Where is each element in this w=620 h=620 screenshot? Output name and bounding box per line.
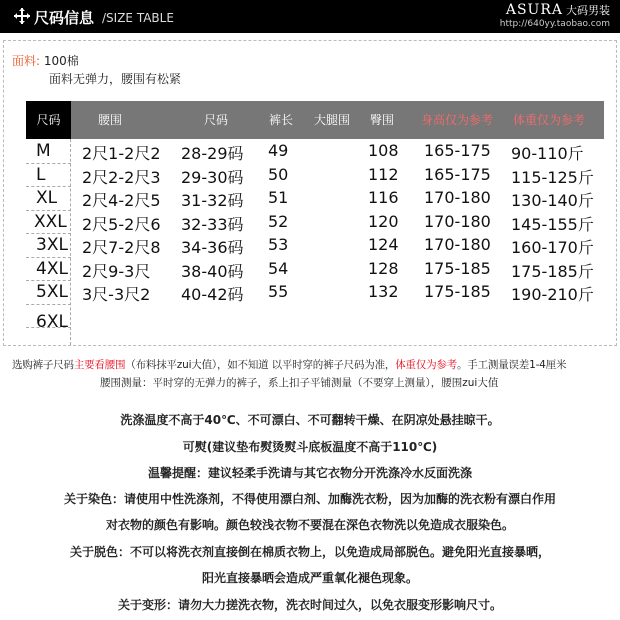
cell-size: XL [36, 188, 58, 208]
cell-length: 55 [268, 282, 289, 301]
cell-code: 40-42码 [181, 285, 244, 304]
care-line: 洗涤温度不高于40℃、不可漂白、不可翻转干燥、在阴凉处悬挂晾干。 [120, 413, 500, 427]
cell-hip: 124 [368, 235, 399, 254]
cell-waist: 2尺2-2尺3 [82, 167, 161, 187]
table-row [26, 233, 604, 257]
table-row [26, 210, 604, 234]
cell-waist: 2尺7-2尺8 [82, 238, 161, 257]
table-row [26, 163, 604, 187]
cell-height: 175-185 [424, 258, 491, 278]
table-row [26, 304, 604, 339]
table-row [26, 186, 604, 210]
cell-height: 165-175 [424, 141, 491, 160]
shop-url[interactable]: http://640yy.taobao.com [499, 19, 610, 29]
note-highlight: 主要看腰围 [73, 359, 126, 371]
header-bar [0, 0, 620, 33]
cell-hip: 132 [368, 282, 399, 301]
cell-weight: 145-155斤 [511, 214, 594, 234]
cell-length: 50 [268, 164, 289, 184]
care-line: 温馨提醒：建议轻柔手洗请与其它衣物分开洗涤冷水反面洗涤 [147, 466, 472, 480]
size-table [26, 101, 604, 339]
cell-size: 6XL [36, 311, 68, 332]
table-row [26, 257, 604, 281]
cell-weight: 175-185斤 [511, 261, 594, 281]
table-header [26, 101, 604, 139]
cell-code: 34-36码 [181, 238, 244, 257]
care-line: 可熨(建议垫布熨烫熨斗底板温度不高于110℃) [182, 440, 438, 454]
cell-waist: 2尺1-2尺2 [82, 144, 161, 163]
note-highlight: 体重仅为参考 [395, 359, 457, 371]
cell-waist: 2尺5-2尺6 [82, 214, 161, 234]
cell-code: 32-33码 [181, 214, 244, 234]
cell-code: 29-30码 [181, 167, 244, 187]
cell-hip: 128 [368, 258, 399, 278]
note-text: 选购裤子尺码 [12, 359, 74, 371]
cell-weight: 90-110斤 [511, 144, 584, 163]
material-line [12, 52, 79, 69]
cell-height: 170-180 [424, 188, 491, 207]
cell-length: 52 [268, 211, 289, 231]
header-thigh: 大腿围 [314, 113, 351, 127]
cell-length: 53 [268, 235, 289, 254]
cell-code: 38-40码 [181, 261, 244, 281]
cell-size: 4XL [36, 258, 68, 279]
cell-waist: 3尺-3尺2 [82, 285, 151, 304]
cell-size: L [36, 164, 46, 185]
cell-length: 51 [268, 188, 289, 207]
cell-weight: 130-140斤 [511, 191, 594, 210]
brand-name: ASURA [505, 2, 563, 18]
cell-hip: 116 [368, 188, 399, 207]
cell-size: XXL [34, 211, 67, 232]
cell-length: 49 [268, 141, 289, 160]
waist-measure-note: 腰围测量：平时穿的无弹力的裤子，系上扣子平铺测量（不要穿上测量），腰围zui大值 [100, 377, 499, 389]
note-text: 。手工测量误差1-4厘米 [457, 359, 567, 371]
material-label: 面料: [12, 54, 41, 68]
header-length: 裤长 [269, 113, 294, 127]
cell-hip: 108 [368, 141, 399, 160]
section-title: 尺码信息 [34, 9, 95, 27]
header-weight: 体重仅为参考 [513, 113, 586, 127]
header-code: 尺码 [204, 113, 229, 127]
cell-height: 170-180 [424, 235, 491, 254]
cell-code: 31-32码 [181, 191, 244, 210]
cell-code: 28-29码 [181, 144, 244, 163]
section-subtitle: /SIZE TABLE [102, 11, 174, 25]
crosshair-arrows-icon [14, 8, 30, 24]
material-value: 100棉 [43, 54, 79, 68]
care-line: 对衣物的颜色有影响。颜色较浅衣物不要混在深色衣物洗以免造成衣服染色。 [105, 518, 514, 532]
cell-length: 54 [268, 258, 289, 278]
cell-weight: 190-210斤 [511, 285, 594, 304]
purchase-note [12, 357, 566, 372]
header-waist: 腰围 [98, 113, 123, 127]
cell-weight: 115-125斤 [511, 167, 594, 187]
header-height: 身高仅为参考 [421, 113, 494, 127]
care-line: 关于染色：请使用中性洗涤剂，不得使用漂白剂、加酶洗衣粉，因为加酶的洗衣粉有漂白作用 [63, 492, 556, 506]
cell-weight: 160-170斤 [511, 238, 594, 257]
table-body [26, 139, 604, 339]
cell-size: 5XL [36, 282, 68, 302]
brand-name-cn: 大码男装 [566, 4, 610, 17]
note-text: （布料抹平zui大值），如不知道 以平时穿的裤子尺码为准， [125, 359, 396, 371]
brand-logo [506, 2, 610, 18]
care-line: 阳光直接暴晒会造成严重氧化褪色现象。 [201, 571, 418, 585]
cell-height: 175-185 [424, 282, 491, 301]
header-hip: 臀围 [370, 113, 395, 127]
material-note: 面料无弹力，腰围有松紧 [49, 72, 182, 86]
cell-size: 3XL [36, 235, 68, 255]
cell-waist: 2尺4-2尺5 [82, 191, 161, 210]
cell-size: M [36, 141, 51, 161]
cell-hip: 112 [368, 164, 399, 184]
table-row [26, 139, 604, 163]
cell-waist: 2尺9-3尺 [82, 261, 151, 281]
care-line: 关于变形：请勿大力搓洗衣物，洗衣时间过久，以免衣服变形影响尺寸。 [117, 598, 502, 612]
table-row [26, 280, 604, 304]
cell-hip: 120 [368, 211, 399, 231]
cell-height: 170-180 [424, 211, 491, 231]
header-size: 尺码 [26, 101, 71, 139]
cell-height: 165-175 [424, 164, 491, 184]
care-line: 关于脱色：不可以将洗衣剂直接倒在棉质衣物上，以免造成局部脱色。避免阳光直接暴晒， [69, 545, 550, 559]
